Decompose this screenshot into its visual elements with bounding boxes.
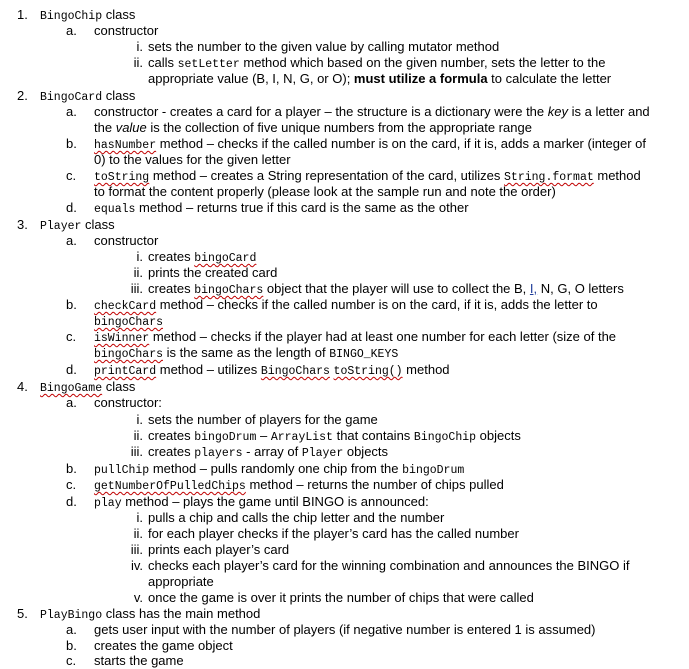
- item-4d-v-label: v.: [133, 590, 143, 605]
- item-1a-label: a.: [66, 23, 77, 38]
- item-4d-iv-text: checks each player’s card for the winning combination and announces the BINGO if: [148, 558, 630, 573]
- item-2b-label: b.: [66, 136, 77, 151]
- item-3d-label: d.: [66, 362, 77, 377]
- item-2c-label: c.: [66, 168, 77, 183]
- item-4-heading: BingoGame class: [40, 379, 136, 395]
- item-4a-ii-label: ii.: [133, 428, 143, 443]
- item-1a-i-text: sets the number to the given value by calling mutator method: [148, 39, 500, 54]
- item-4-num: 4.: [17, 379, 28, 394]
- item-3b-label: b.: [66, 297, 77, 312]
- item-4d-ii-label: ii.: [133, 526, 143, 541]
- item-2c-line1: toString method – creates a String representation of the card, utilizes String.format method: [94, 168, 641, 184]
- item-5a-text: gets user input with the number of players (if negative number is entered 1 is assumed): [94, 622, 596, 637]
- item-5b-label: b.: [66, 638, 77, 653]
- item-3a-i-text: creates bingoCard: [148, 249, 257, 265]
- item-3a-iii-label: iii.: [130, 281, 143, 296]
- item-4a-text: constructor:: [94, 395, 162, 410]
- item-3a-ii-text: prints the created card: [148, 265, 278, 280]
- item-5c-label: c.: [66, 653, 77, 668]
- item-4d-v-text: once the game is over it prints the number of chips that were called: [148, 590, 534, 605]
- item-5a-label: a.: [66, 622, 77, 637]
- item-3a-ii-label: ii.: [133, 265, 143, 280]
- item-4a-iii-text: creates players - array of Player objects: [148, 444, 389, 460]
- item-4a-i-label: i.: [136, 412, 143, 427]
- item-3b-line2: bingoChars: [94, 316, 164, 329]
- item-3-heading: Player class: [40, 217, 115, 233]
- item-4a-ii-text: creates bingoDrum – ArrayList that contains BingoChip objects: [148, 428, 521, 444]
- item-4c-line1: getNumberOfPulledChips method – returns the number of chips pulled: [94, 477, 504, 493]
- item-2b-line1: hasNumber method – checks if the called number is on the card, if it is, adds a marker (integer of: [94, 136, 647, 152]
- item-1a-ii-line2: appropriate value (B, I, N, G, or O); must utilize a formula to calculate the letter: [148, 71, 612, 86]
- item-3c-line1: isWinner method – checks if the player had at least one number for each letter (size of the: [94, 329, 617, 345]
- item-4d-iv-label: iv.: [130, 558, 143, 573]
- item-4a-i-text: sets the number of players for the game: [148, 412, 378, 427]
- item-2d-line1: equals method – returns true if this card is the same as the other: [94, 200, 469, 216]
- item-2d-label: d.: [66, 200, 77, 215]
- item-3a-i-label: i.: [136, 249, 143, 264]
- item-4d-i-text: pulls a chip and calls the chip letter and the number: [148, 510, 445, 525]
- item-3c-label: c.: [66, 329, 77, 344]
- item-4c-label: c.: [66, 477, 77, 492]
- item-2-num: 2.: [17, 88, 28, 103]
- item-3-num: 3.: [17, 217, 28, 232]
- item-2-heading: BingoCard class: [40, 88, 136, 104]
- item-1-heading: BingoChip class: [40, 7, 136, 23]
- item-4d-label: d.: [66, 494, 77, 509]
- item-3a-iii-text: creates bingoChars object that the player will use to collect the B, I, N, G, O letters: [148, 281, 624, 297]
- item-5-heading: PlayBingo class has the main method: [40, 606, 261, 622]
- item-4d-iv-text2: appropriate: [148, 574, 214, 589]
- item-2c-line2: to format the content properly (please look at the sample run and note the order): [94, 184, 556, 199]
- item-4b-line1: pullChip method – pulls randomly one chip from the bingoDrum: [94, 461, 465, 477]
- item-2a-line2: the value is the collection of five unique numbers from the appropriate range: [94, 120, 532, 135]
- item-1a-text: constructor: [94, 23, 159, 38]
- item-4a-iii-label: iii.: [130, 444, 143, 459]
- item-1a-ii-label: ii.: [133, 55, 143, 70]
- item-4d-iii-text: prints each player’s card: [148, 542, 290, 557]
- item-4d-line1: play method – plays the game until BINGO is announced:: [94, 494, 429, 510]
- item-3a-text: constructor: [94, 233, 159, 248]
- item-4d-ii-text: for each player checks if the player’s card has the called number: [148, 526, 519, 541]
- item-1a-i-label: i.: [136, 39, 143, 54]
- item-2a-label: a.: [66, 104, 77, 119]
- item-2a-line1: constructor - creates a card for a player – the structure is a dictionary were the key is a letter and: [94, 104, 650, 119]
- item-5b-text: creates the game object: [94, 638, 233, 653]
- item-1a-ii-line1: calls setLetter method which based on the given number, sets the letter to the: [148, 55, 606, 71]
- item-1-num: 1.: [17, 7, 28, 22]
- item-4b-label: b.: [66, 461, 77, 476]
- item-4d-iii-label: iii.: [130, 542, 143, 557]
- item-3d-line1: printCard method – utilizes BingoChars toString() method: [94, 362, 450, 378]
- item-3c-line2: bingoChars is the same as the length of BINGO_KEYS: [94, 345, 399, 361]
- item-3b-line1: checkCard method – checks if the called number is on the card, if it is, adds the letter to: [94, 297, 598, 313]
- item-5-num: 5.: [17, 606, 28, 621]
- item-4a-label: a.: [66, 395, 77, 410]
- item-5c-text: starts the game: [94, 653, 184, 668]
- item-2b-line2: 0) to the values for the given letter: [94, 152, 291, 167]
- item-3a-label: a.: [66, 233, 77, 248]
- item-4d-i-label: i.: [136, 510, 143, 525]
